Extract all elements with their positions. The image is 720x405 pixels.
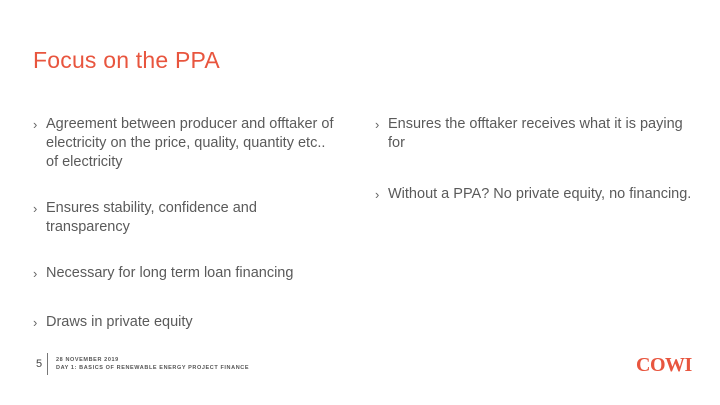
chevron-right-icon: › — [375, 187, 380, 202]
bullet-text: Necessary for long term loan financing — [46, 265, 294, 281]
footer-date: 28 NOVEMBER 2019 — [56, 357, 119, 363]
footer-divider — [47, 353, 48, 375]
bullet-item — [375, 185, 695, 204]
footer-subtitle: DAY 1: BASICS OF RENEWABLE ENERGY PROJECT FINANCE — [56, 365, 250, 371]
bullet-item — [33, 199, 338, 237]
bullet-text: Agreement between producer and offtaker of electricity on the price, quality, quantity etc.. of electricity — [46, 116, 334, 170]
bullet-text: Ensures stability, confidence and transparency — [46, 200, 257, 235]
chevron-right-icon: › — [33, 117, 38, 132]
bullet-item — [33, 115, 338, 172]
chevron-right-icon: › — [375, 117, 380, 132]
slide-title: Focus on the PPA — [33, 47, 220, 73]
bullet-item — [33, 313, 338, 332]
bullet-item — [375, 115, 695, 153]
cowi-logo: COWI — [636, 354, 692, 376]
chevron-right-icon: › — [33, 201, 38, 216]
bullet-item — [33, 264, 338, 283]
page-number: 5 — [36, 358, 43, 370]
bullet-text: Draws in private equity — [46, 314, 193, 330]
bullet-text: Without a PPA? No private equity, no financing. — [388, 186, 692, 202]
footer-info — [56, 356, 249, 372]
chevron-right-icon: › — [33, 266, 38, 281]
chevron-right-icon: › — [33, 315, 38, 330]
bullet-text: Ensures the offtaker receives what it is paying for — [388, 116, 683, 151]
